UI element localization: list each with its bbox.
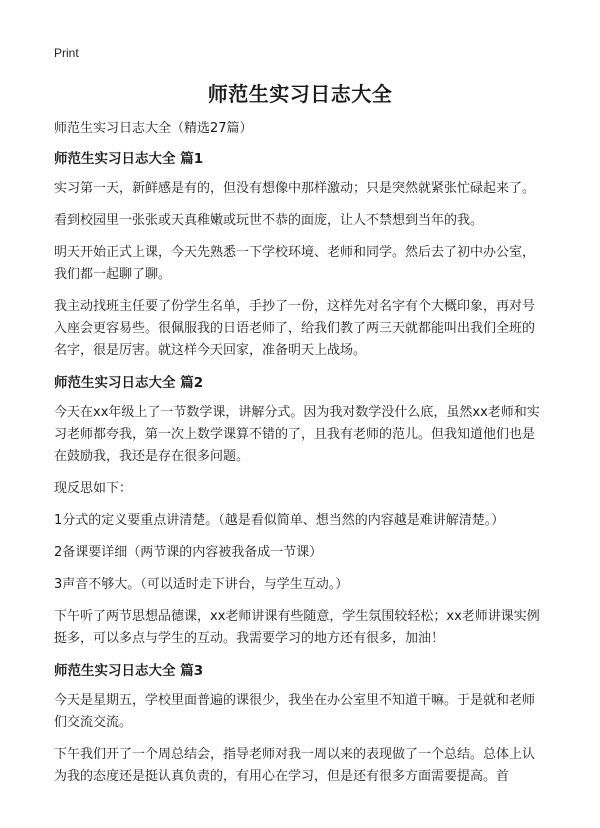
paragraph: 3声音不够大。（可以适时走下讲台，与学生互动。） [54, 577, 349, 592]
paragraph: 下午听了两节思想品德课，xx老师讲课有些随意，学生氛围较轻松；xx老师讲课实例挺多，可以多点与学生的互动。我需要学习的地方还有很多，加油！ [54, 609, 540, 646]
document-body [54, 118, 546, 798]
page-title: 师范生实习日志大全 [207, 82, 393, 106]
paragraph: 今天在xx年级上了一节数学课，讲解分式。因为我对数学没什么底，虽然xx老师和实习老师都夸我，第一次上数学课算不错的了，且我有老师的范儿。但我知道他们也是在鼓励我，我还是存在很多问题。 [54, 405, 540, 464]
paragraph: 下午我们开了一个周总结会，指导老师对我一周以来的表现做了一个总结。总体上认为我的态度还是挺认真负责的，有用心在学习，但是还有很多方面需要提高。首 [54, 747, 536, 784]
paragraph: 1分式的定义要重点讲清楚。（越是看似简单、想当然的内容越是难讲解清楚。） [54, 513, 505, 528]
section-heading-2: 师范生实习日志大全 篇2 [54, 375, 204, 391]
paragraph: 实习第一天，新鲜感是有的，但没有想像中那样激动；只是突然就紧张忙碌起来了。 [54, 181, 536, 196]
paragraph: 今天是星期五，学校里面普遍的课很少，我坐在办公室里不知道干嘛。于是就和老师们交流交流。 [54, 693, 536, 730]
section-heading-1: 师范生实习日志大全 篇1 [54, 151, 204, 167]
paragraph: 看到校园里一张张或天真稚嫩或玩世不恭的面庞，让人不禁想到当年的我。 [54, 213, 484, 228]
section-heading-3: 师范生实习日志大全 篇3 [54, 663, 204, 679]
paragraph: 现反思如下： [54, 481, 133, 496]
paragraph: 2备课要详细（两节课的内容被我备成一节课） [54, 545, 323, 560]
document-subtitle: 师范生实习日志大全（精选27篇） [54, 121, 253, 136]
paragraph: 我主动找班主任要了份学生名单，手抄了一份，这样先对名字有个大概印象，再对号入座会更容易些。很佩服我的日语老师了，给我们教了两三天就都能叫出我们全班的名字，很是厉害。就这样今天回家，准备明天上战场。 [54, 299, 536, 358]
paragraph: 明天开始正式上课，今天先熟悉一下学校环境、老师和同学。然后去了初中办公室，我们都一起聊了聊。 [54, 245, 536, 282]
print-link[interactable]: Print [54, 46, 79, 60]
